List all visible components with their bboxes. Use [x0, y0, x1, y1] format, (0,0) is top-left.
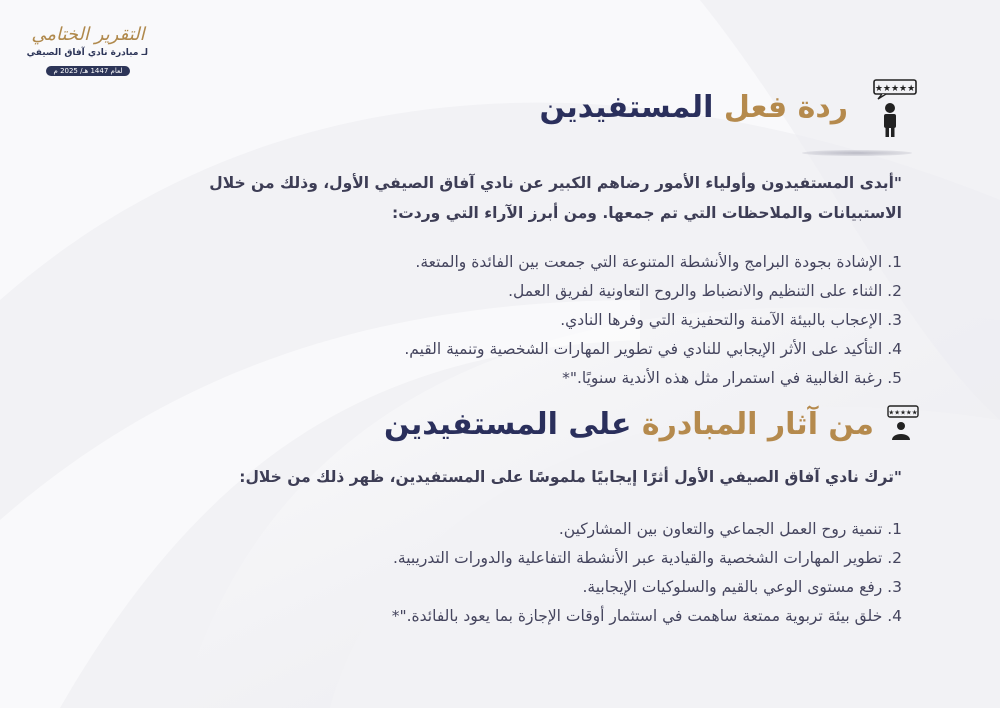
section1-title [539, 90, 848, 125]
section1-title-part1: ردة فعل [723, 89, 848, 125]
person-rating-icon [860, 78, 920, 136]
list-item: 2. تطوير المهارات الشخصية والقيادية عبر الأنشطة التفاعلية والدورات التدريبية. [392, 549, 902, 567]
list-item: 3. الإعجاب بالبيئة الآمنة والتحفيزية التي وفرها النادي. [560, 311, 902, 329]
logo-subtitle: لـ مبادرة نادي آفاق الصيفي [26, 48, 148, 58]
svg-text:★★★★★: ★★★★★ [888, 408, 918, 417]
heading-shadow [802, 150, 912, 156]
section1-heading [539, 78, 920, 136]
list-item: 4. التأكيد على الأثر الإيجابي للنادي في تطوير المهارات الشخصية وتنمية القيم. [404, 340, 902, 358]
section2-heading [384, 402, 920, 446]
section2-list [182, 515, 902, 631]
list-item: 1. تنمية روح العمل الجماعي والتعاون بين المشاركين. [558, 520, 902, 538]
section2-title-part2: على المستفيدين [384, 406, 632, 442]
report-logo [28, 24, 148, 88]
section2-intro: "ترك نادي آفاق الصيفي الأول أثرًا إيجابيًا ملموسًا على المستفيدين، ظهر ذلك من خلال: [239, 468, 902, 486]
section1-intro: "أبدى المستفيدون وأولياء الأمور رضاهم الكبير عن نادي آفاق الصيفي الأول، وذلك من خلال الاستبيانات والملاحظات التي تم جمعها. ومن أبرز الآراء التي وردت: [209, 174, 902, 222]
section2-title [384, 407, 874, 442]
list-item: 1. الإشادة بجودة البرامج والأنشطة المتنوعة التي جمعت بين الفائدة والمتعة. [415, 253, 902, 271]
small-rating-icon [882, 402, 920, 446]
section2-title-part1: من آثار المبادرة [641, 406, 874, 442]
section1-title-part2: المستفيدين [539, 89, 714, 125]
section1-list [182, 248, 902, 393]
list-item: 4. خلق بيئة تربوية ممتعة ساهمت في استثمار أوقات الإجازة بما يعود بالفائدة."* [391, 607, 902, 625]
list-item: 5. رغبة الغالبية في استمرار مثل هذه الأندية سنويًا."* [562, 369, 902, 387]
list-item: 3. رفع مستوى الوعي بالقيم والسلوكيات الإيجابية. [582, 578, 902, 596]
list-item: 2. الثناء على التنظيم والانضباط والروح التعاونية لفريق العمل. [508, 282, 902, 300]
logo-title: التقرير الختامي [31, 24, 145, 45]
logo-year-badge: لعام 1447 هـ/ 2025 م [46, 66, 131, 76]
svg-text:★★★★★: ★★★★★ [874, 84, 916, 94]
